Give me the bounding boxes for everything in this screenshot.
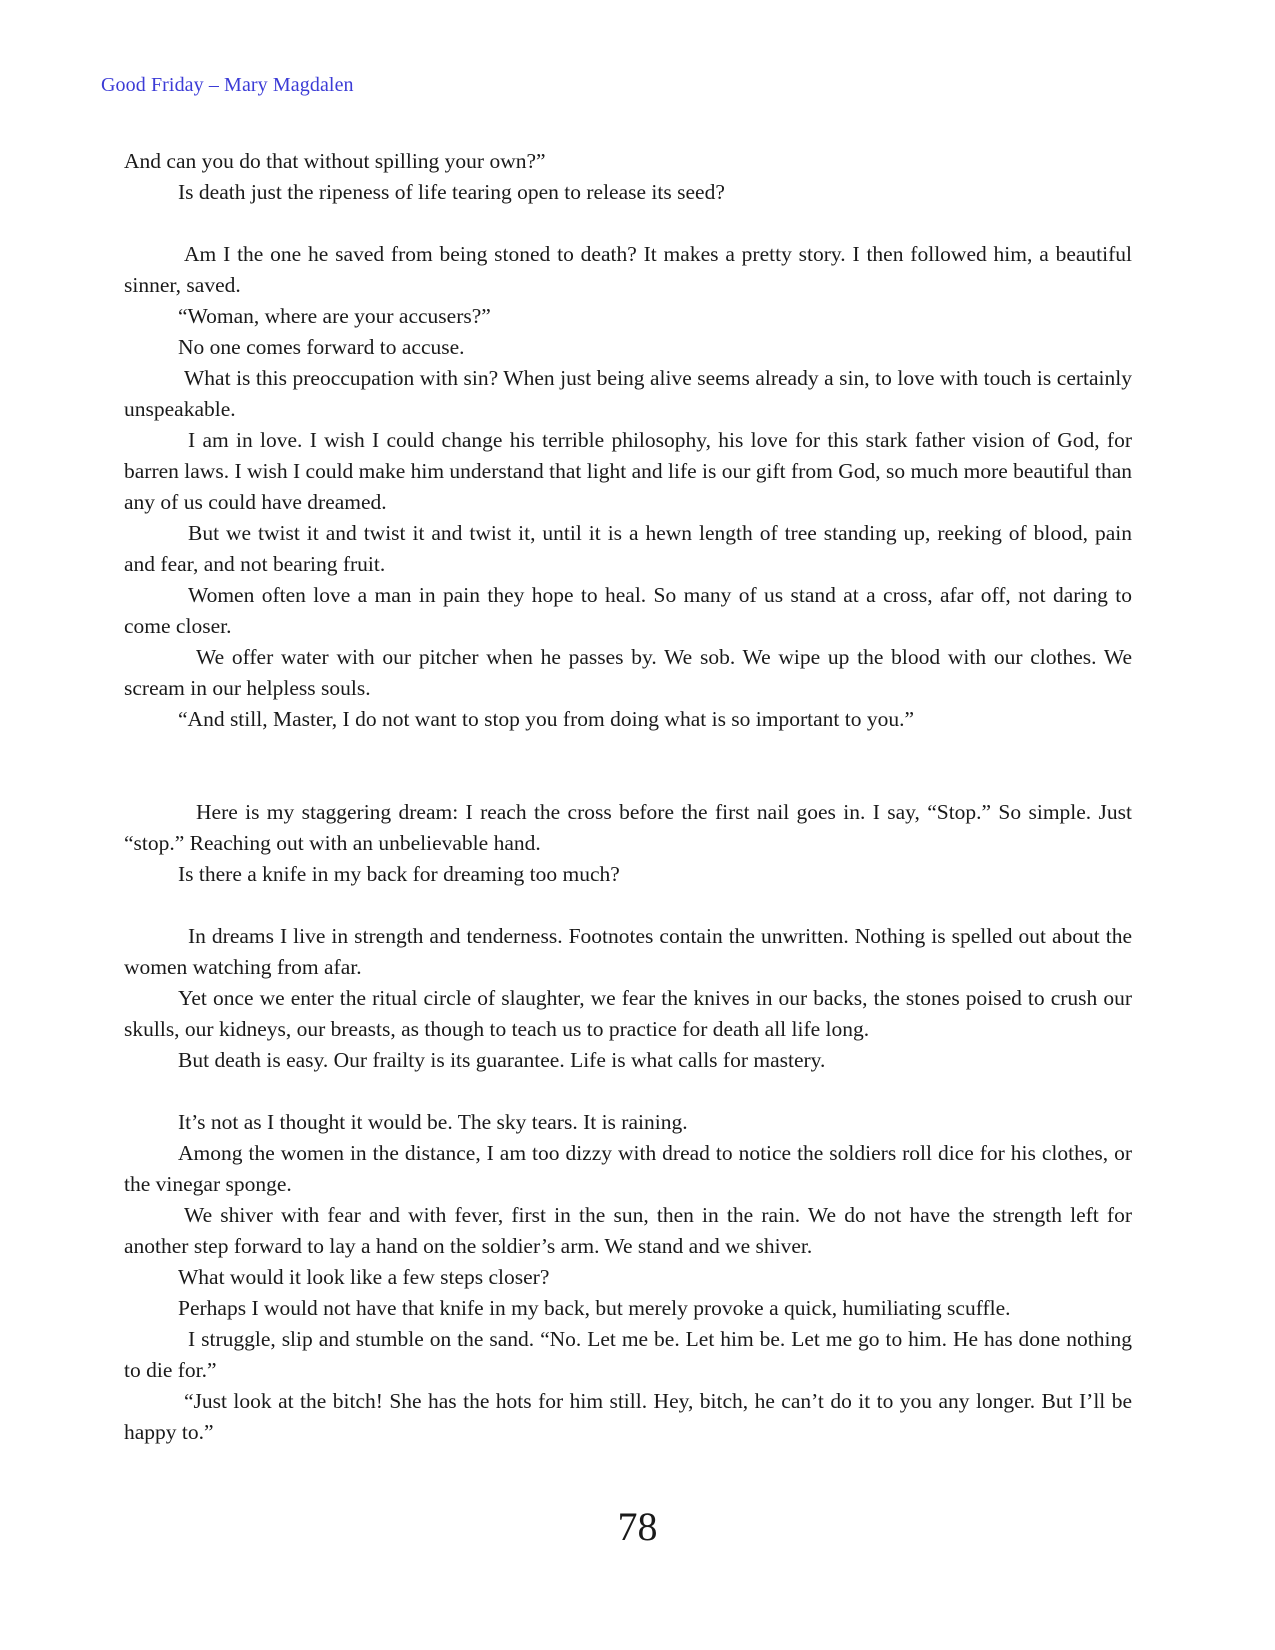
paragraph: Perhaps I would not have that knife in my back, but merely provoke a quick, humiliating scuffle. xyxy=(178,1296,1011,1320)
paragraph: “Just look at the bitch! She has the hots for him still. Hey, bitch, he can’t do it to you any longer. But I’ll be happy to.” xyxy=(124,1389,1132,1444)
paragraph: Am I the one he saved from being stoned to death? It makes a pretty story. I then followed him, a beautiful sinner, saved. xyxy=(124,242,1132,297)
paragraph: What is this preoccupation with sin? When just being alive seems already a sin, to love with touch is certainly unspeakable. xyxy=(124,366,1132,421)
paragraph: Is there a knife in my back for dreaming too much? xyxy=(178,862,620,886)
paragraph: No one comes forward to accuse. xyxy=(178,335,465,359)
paragraph: But death is easy. Our frailty is its guarantee. Life is what calls for mastery. xyxy=(178,1048,826,1072)
paragraph: In dreams I live in strength and tenderness. Footnotes contain the unwritten. Nothing is spelled out about the women watching from afar. xyxy=(124,924,1132,979)
paragraph: Women often love a man in pain they hope to heal. So many of us stand at a cross, afar off, not daring to come closer. xyxy=(124,583,1132,638)
paragraph-gap xyxy=(124,208,1132,239)
paragraph: Is death just the ripeness of life tearing open to release its seed? xyxy=(178,180,725,204)
paragraph: What would it look like a few steps closer? xyxy=(178,1265,550,1289)
paragraph: “And still, Master, I do not want to stop you from doing what is so important to you.” xyxy=(178,707,915,731)
paragraph: I am in love. I wish I could change his terrible philosophy, his love for this stark father vision of God, for barren laws. I wish I could make him understand that light and life is our gift from God, so much more beautiful than any of us could have dreamed. xyxy=(124,428,1132,514)
paragraph-gap xyxy=(124,1076,1132,1107)
paragraph-gap xyxy=(124,735,1132,797)
body-text xyxy=(124,146,1132,1448)
paragraph: Among the women in the distance, I am too dizzy with dread to notice the soldiers roll dice for his clothes, or the vinegar sponge. xyxy=(124,1141,1132,1196)
paragraph: Here is my staggering dream: I reach the cross before the first nail goes in. I say, “Stop.” So simple. Just “stop.” Reaching out with an unbelievable hand. xyxy=(124,800,1132,855)
running-header: Good Friday – Mary Magdalen xyxy=(101,74,354,96)
paragraph: We shiver with fear and with fever, first in the sun, then in the rain. We do not have the strength left for another step forward to lay a hand on the soldier’s arm. We stand and we shiver. xyxy=(124,1203,1132,1258)
paragraph: It’s not as I thought it would be. The sky tears. It is raining. xyxy=(178,1110,688,1134)
paragraph: I struggle, slip and stumble on the sand. “No. Let me be. Let him be. Let me go to him. He has done nothing to die for.” xyxy=(124,1327,1132,1382)
paragraph: We offer water with our pitcher when he passes by. We sob. We wipe up the blood with our clothes. We scream in our helpless souls. xyxy=(124,645,1132,700)
paragraph: And can you do that without spilling your own?” xyxy=(124,149,546,173)
paragraph: But we twist it and twist it and twist it, until it is a hewn length of tree standing up, reeking of blood, pain and fear, and not bearing fruit. xyxy=(124,521,1132,576)
paragraph: “Woman, where are your accusers?” xyxy=(178,304,491,328)
page-number: 78 xyxy=(617,1504,658,1549)
paragraph-gap xyxy=(124,890,1132,921)
paragraph: Yet once we enter the ritual circle of slaughter, we fear the knives in our backs, the stones poised to crush our skulls, our kidneys, our breasts, as though to teach us to practice for death all life long. xyxy=(124,986,1132,1041)
